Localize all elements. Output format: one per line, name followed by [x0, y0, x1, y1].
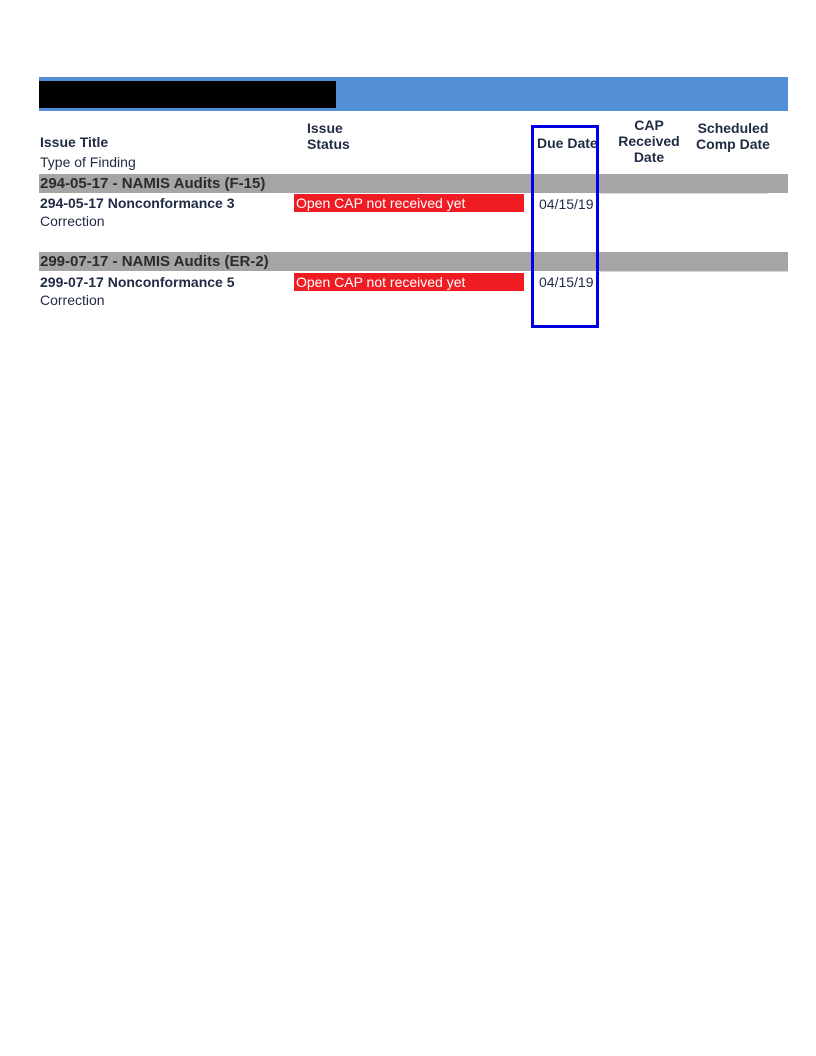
column-header-scheduled-comp: [693, 120, 773, 152]
due-date-value: 04/15/19: [539, 274, 594, 290]
finding-type: Correction: [40, 292, 105, 308]
column-header-cap-line1: CAP: [634, 117, 664, 133]
column-header-issue-title: Issue Title: [40, 134, 109, 150]
issue-title: 294-05-17 Nonconformance 3: [40, 195, 235, 211]
column-header-cap-received: [603, 117, 695, 165]
row-divider: [600, 271, 788, 272]
column-header-issue-status-line1: Issue: [307, 120, 343, 136]
issue-title: 299-07-17 Nonconformance 5: [40, 274, 235, 290]
column-subheader-type-of-finding: Type of Finding: [40, 154, 136, 170]
status-badge: Open CAP not received yet: [294, 194, 524, 212]
due-date-value: 04/15/19: [539, 196, 594, 212]
column-header-issue-status: [307, 120, 350, 152]
row-divider: [600, 193, 768, 194]
group-label: 294-05-17 - NAMIS Audits (F-15): [40, 175, 266, 192]
redaction-block: [39, 81, 336, 108]
status-badge: Open CAP not received yet: [294, 273, 524, 291]
column-header-cap-line2: Received Date: [618, 133, 680, 165]
due-date-highlight-box: [531, 125, 599, 328]
finding-type: Correction: [40, 213, 105, 229]
group-label: 299-07-17 - NAMIS Audits (ER-2): [40, 253, 269, 270]
column-header-scheduled-line1: Scheduled: [697, 120, 769, 136]
column-header-due-date: Due Date: [537, 135, 598, 151]
column-header-issue-status-line2: Status: [307, 136, 350, 152]
column-header-scheduled-line2: Comp Date: [696, 136, 770, 152]
